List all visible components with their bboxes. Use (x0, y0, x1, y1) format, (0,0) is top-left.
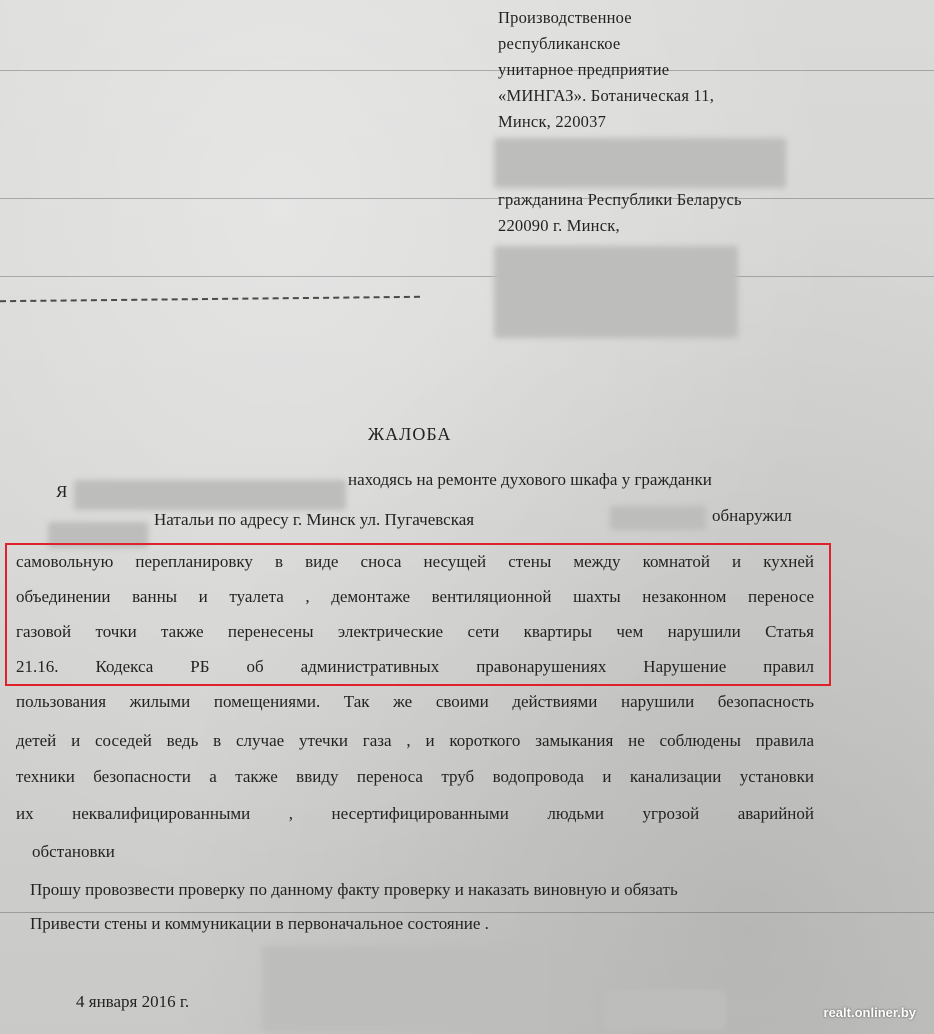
watermark: realt.onliner.by (823, 1005, 916, 1020)
redacted-signature (262, 946, 548, 1032)
redacted-name-signoff (604, 990, 726, 1030)
paper-crease (0, 912, 934, 913)
body-text: Натальи по адресу г. Минск ул. Пугачевская (154, 510, 475, 529)
body-text: объединении ванны и туалета , демонтаже вентиляционной шахты незаконном переносе (16, 587, 814, 606)
body-text: самовольную перепланировку в виде сноса несущей стены между комнатой и кухней (16, 552, 814, 571)
addressee-line: Производственное (498, 8, 632, 27)
document-date: 4 января 2016 г. (76, 992, 190, 1011)
highlight-box (5, 543, 831, 686)
redacted-house-number (610, 506, 706, 530)
sender-line: 220090 г. Минск, (498, 216, 620, 235)
body-text: Привести стены и коммуникации в первоначальное состояние . (30, 914, 489, 933)
paper-crease (0, 276, 934, 277)
body-text: обстановки (32, 842, 115, 861)
redacted-sender-address (494, 246, 738, 338)
addressee-line: Минск, 220037 (498, 112, 607, 131)
document-title: ЖАЛОБА (368, 424, 452, 444)
body-text: Я (56, 482, 68, 501)
redacted-sender-name (494, 138, 786, 188)
paper-crease (0, 198, 934, 199)
sender-line: гражданина Республики Беларусь (498, 190, 742, 209)
body-text: техники безопасности а также ввиду переноса труб водопровода и канализации установки (16, 767, 814, 786)
body-text: газовой точки также перенесены электрические сети квартиры чем нарушили Статья (16, 622, 814, 641)
addressee-line: республиканское (498, 34, 621, 53)
body-text: их неквалифицированными , несертифицированными людьми угрозой аварийной (16, 804, 814, 823)
body-text: Прошу провозвести проверку по данному факту проверку и наказать виновную и обязать (30, 880, 678, 899)
paper-crease (0, 70, 934, 71)
body-text: обнаружил (712, 506, 792, 525)
addressee-line: «МИНГАЗ». Ботаническая 11, (498, 86, 715, 105)
redacted-author-name (74, 480, 346, 510)
body-text: детей и соседей ведь в случае утечки газа , и короткого замыкания не соблюдены правила (16, 731, 814, 750)
dashed-divider (0, 296, 420, 302)
body-text: пользования жилыми помещениями. Так же своими действиями нарушили безопасность (16, 692, 814, 711)
body-text: находясь на ремонте духового шкафа у гражданки (348, 470, 712, 489)
addressee-line: унитарное предприятие (498, 60, 670, 79)
body-text: 21.16. Кодекса РБ об административных правонарушениях Нарушение правил (16, 657, 814, 676)
